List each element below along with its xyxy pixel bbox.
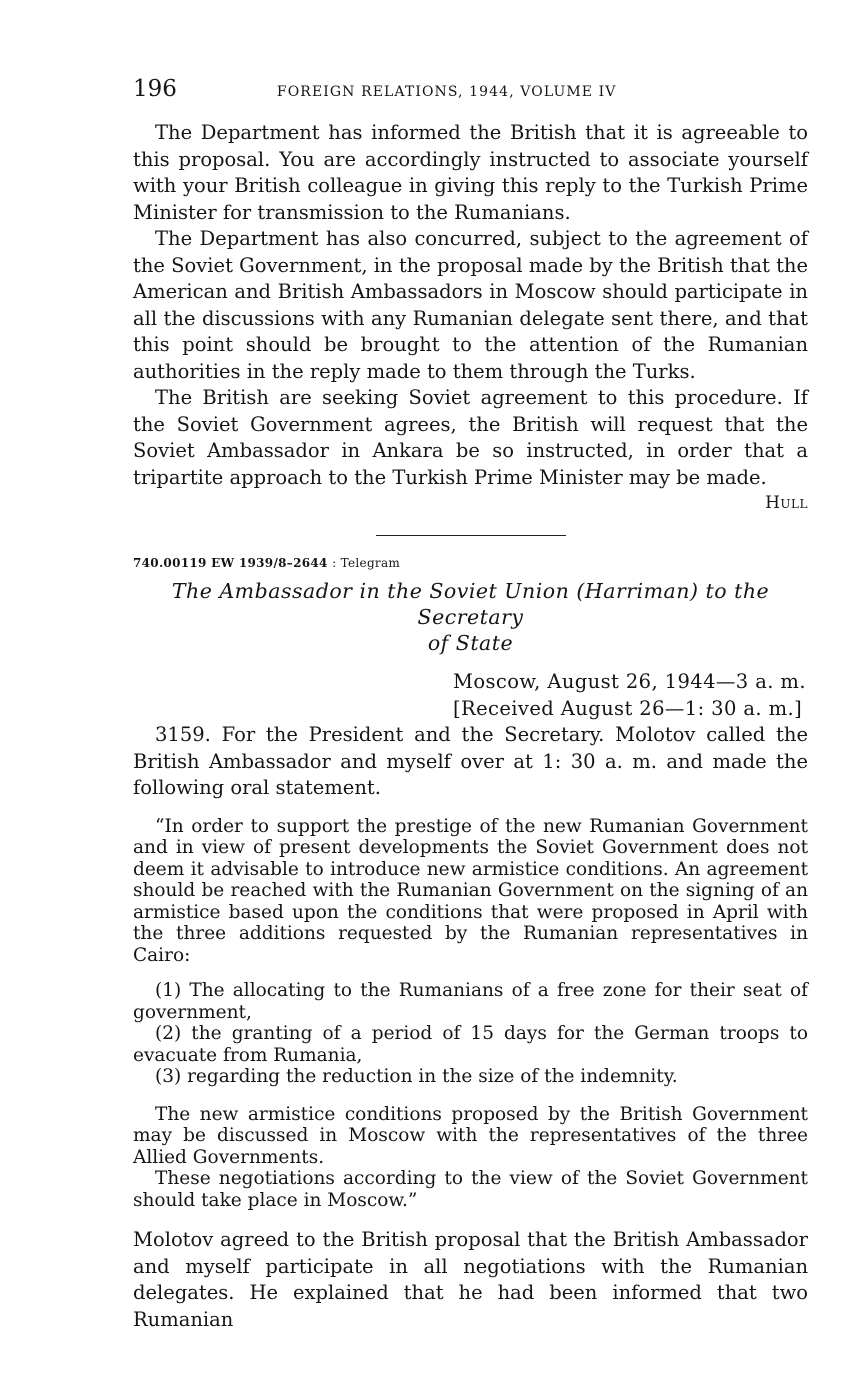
heading-line: The Ambassador in the Soviet Union (Harriman) to the Secretary [171,579,770,629]
signature: Hull [765,493,808,513]
conditions-list [133,980,808,1088]
dateline [453,668,808,722]
list-item: (1) The allocating to the Rumanians of a free zone for their seat of government, [133,980,808,1023]
heading-line: of State [427,631,514,655]
document-page [133,76,808,1333]
quoted-statement: “In order to support the prestige of the new Rumanian Government and in view of present developments the Soviet Government does not deem it advisable to introduce new armistice conditions. An agreement should be reached with the Rumanian Government on the signing of an armistice based upon the conditions that were proposed in April with the three additions requested by the Rumanian representatives in Cairo: [133,815,808,966]
file-number: 740.00119 EW 1939/8–2644 [133,556,328,570]
document-kind: : Telegram [332,556,401,570]
running-head: FOREIGN RELATIONS, 1944, VOLUME IV [276,84,617,100]
sent-date: Moscow, August 26, 1944—3 a. m. [453,670,806,693]
page-number: 196 [133,76,177,102]
paragraph: 3159. For the President and the Secretary. Molotov called the British Ambassador and myself over at 1: 30 a. m. and made the following oral statement. [133,723,808,799]
document-reference [133,556,808,570]
section-divider [376,535,566,536]
received-date: [Received August 26—1: 30 a. m.] [453,697,803,720]
paragraph: The Department has also concurred, subject to the agreement of the Soviet Government, in the proposal made by the British that the American and British Ambassadors in Moscow should participate in all the discussions with any Rumanian delegate sent there, and that this point should be brought to the attention of the Rumanian authorities in the reply made to them through the Turks. [133,227,808,383]
list-item: (3) regarding the reduction in the size of the indemnity. [155,1066,678,1087]
paragraph: Molotov agreed to the British proposal that the British Ambassador and myself participate in all negotiations with the Rumanian delegates. He explained that he had been informed that two Rumanian [133,1228,808,1331]
quoted-statement: These negotiations according to the view of the Soviet Government should take place in Moscow.” [133,1168,808,1211]
page-header [133,76,808,106]
quoted-statement: The new armistice conditions proposed by the British Government may be discussed in Moscow with the representatives of the three Allied Governments. [133,1103,808,1168]
document-heading [133,578,808,656]
list-item: (2) the granting of a period of 15 days for the German troops to evacuate from Rumania, [133,1023,808,1066]
paragraph: The British are seeking Soviet agreement to this procedure. If the Soviet Government agrees, the British will request that the Soviet Ambassador in Ankara be so instructed, in order that a tripartite approach to the Turkish Prime Minister may be made. [133,386,808,489]
paragraph: The Department has informed the British that it is agreeable to this proposal. You are accordingly instructed to associate yourself with your British colleague in giving this reply to the Turkish Prime Minister for transmission to the Rumanians. [133,121,808,224]
